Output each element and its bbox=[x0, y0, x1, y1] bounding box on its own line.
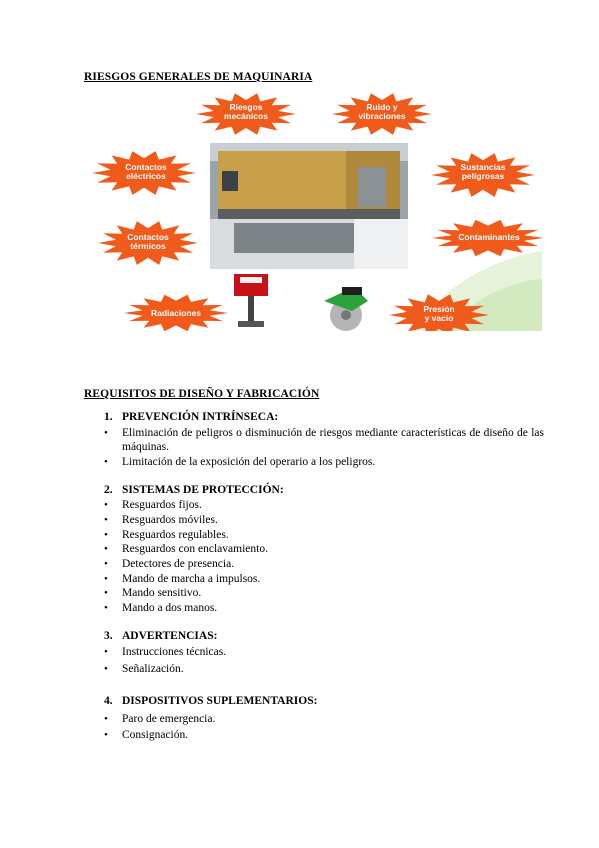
bullet-icon: • bbox=[104, 529, 108, 541]
bullet-icon: • bbox=[104, 587, 108, 599]
list-item-text: Resguardos fijos. bbox=[122, 499, 202, 511]
bullet-icon: • bbox=[104, 602, 108, 614]
drill-press-image bbox=[234, 274, 268, 327]
bullet-icon: • bbox=[104, 729, 108, 741]
group-number: 2. bbox=[104, 484, 113, 496]
machine-photo bbox=[210, 143, 408, 269]
group-number: 1. bbox=[104, 411, 113, 423]
list-item-text: Instrucciones técnicas. bbox=[122, 646, 227, 658]
list-item bbox=[104, 455, 544, 469]
section-title-riesgos: RIESGOS GENERALES DE MAQUINARIA bbox=[84, 71, 313, 83]
group-heading-text: PREVENCIÓN INTRÍNSECA: bbox=[122, 411, 279, 423]
list-item-text: Resguardos regulables. bbox=[122, 529, 229, 541]
requirement-group-heading bbox=[104, 484, 284, 496]
list-item-text: Resguardos con enclavamiento. bbox=[122, 543, 268, 555]
section-title-requisitos: REQUISITOS DE DISEÑO Y FABRICACIÓN bbox=[84, 388, 320, 400]
bullet-icon: • bbox=[104, 499, 108, 511]
bullet-icon: • bbox=[104, 514, 108, 526]
list-item-text: Señalización. bbox=[122, 663, 184, 675]
list-item-text: Mando sensitivo. bbox=[122, 587, 202, 599]
list-item-text: Paro de emergencia. bbox=[122, 713, 216, 725]
bullet-icon: • bbox=[104, 456, 108, 468]
burst-riesgos-mecanicos: Riesgos mecánicos bbox=[224, 102, 268, 121]
list-item bbox=[104, 426, 544, 454]
burst-contactos-electricos: Contactos eléctricos bbox=[125, 162, 167, 181]
bullet-icon: • bbox=[104, 573, 108, 585]
list-item bbox=[104, 542, 544, 556]
bullet-icon: • bbox=[104, 646, 108, 658]
group-heading-text: SISTEMAS DE PROTECCIÓN: bbox=[122, 484, 284, 496]
list-item bbox=[104, 601, 544, 615]
burst-contactos-termicos: Contactos térmicos bbox=[127, 232, 169, 251]
circular-saw-image bbox=[324, 287, 368, 331]
requirement-group-heading bbox=[104, 411, 278, 423]
list-item-text: Limitación de la exposición del operario a los peligros. bbox=[122, 456, 376, 468]
list-item bbox=[104, 528, 544, 542]
hazards-figure bbox=[84, 91, 542, 331]
bullet-icon: • bbox=[104, 558, 108, 570]
list-item-text: Eliminación de peligros o disminución de riesgos mediante características de diseño de las máquinas. bbox=[122, 427, 544, 453]
group-number: 3. bbox=[104, 630, 113, 642]
list-item-text: Detectores de presencia. bbox=[122, 558, 235, 570]
list-item bbox=[104, 557, 544, 571]
list-item bbox=[104, 572, 544, 586]
list-item bbox=[104, 645, 544, 659]
burst-contaminantes: Contaminantes bbox=[458, 232, 520, 242]
bullet-icon: • bbox=[104, 543, 108, 555]
list-item-text: Mando a dos manos. bbox=[122, 602, 218, 614]
list-item bbox=[104, 513, 544, 527]
group-number: 4. bbox=[104, 695, 113, 707]
bullet-icon: • bbox=[104, 427, 108, 439]
bullet-icon: • bbox=[104, 663, 108, 675]
requirement-group-heading bbox=[104, 630, 217, 642]
burst-ruido-vibraciones: Ruido y vibraciones bbox=[358, 102, 406, 121]
requirement-group-heading bbox=[104, 695, 317, 707]
burst-presion-vacio: Presión y vacio bbox=[423, 304, 455, 323]
group-heading-text: ADVERTENCIAS: bbox=[122, 630, 218, 642]
list-item bbox=[104, 586, 544, 600]
list-item-text: Mando de marcha a impulsos. bbox=[122, 573, 261, 585]
bullet-icon: • bbox=[104, 713, 108, 725]
group-heading-text: DISPOSITIVOS SUPLEMENTARIOS: bbox=[122, 695, 318, 707]
list-item-text: Resguardos móviles. bbox=[122, 514, 218, 526]
hazards-illustration bbox=[84, 91, 542, 331]
list-item-text: Consignación. bbox=[122, 729, 189, 741]
list-item bbox=[104, 728, 544, 742]
list-item bbox=[104, 498, 544, 512]
list-item bbox=[104, 712, 544, 726]
burst-sustancias-peligrosas: Sustancias peligrosas bbox=[460, 162, 506, 181]
burst-radiaciones: Radiaciones bbox=[150, 308, 202, 318]
list-item bbox=[104, 662, 544, 676]
